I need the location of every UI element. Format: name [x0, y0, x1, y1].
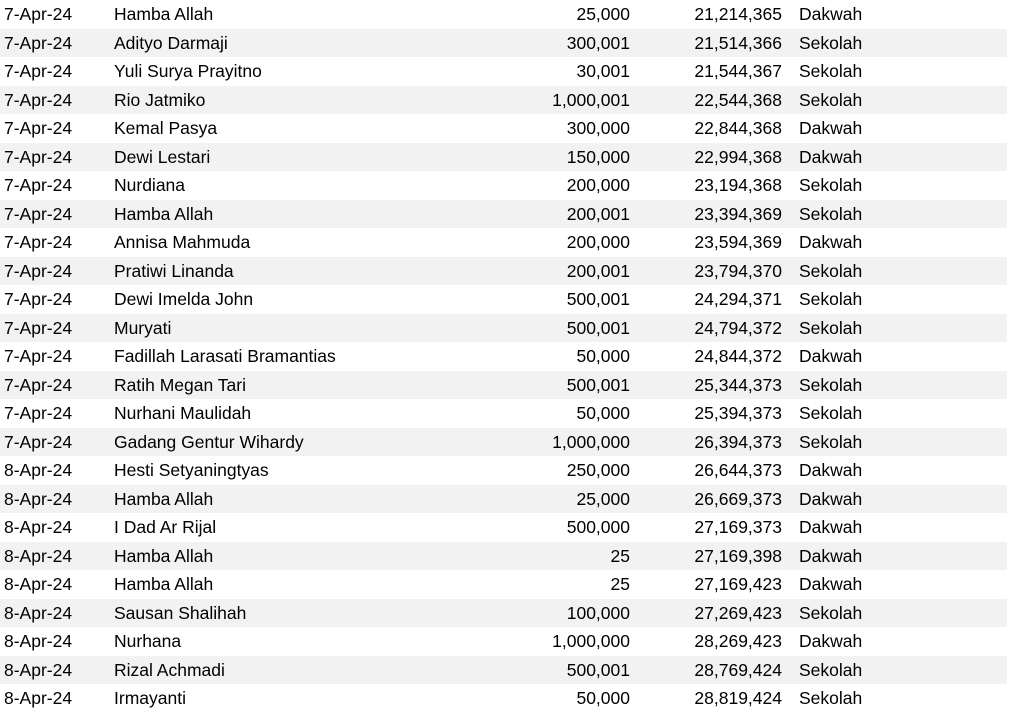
running-total-cell: 27,169,373 [694, 517, 782, 537]
date-cell: 8-Apr-24 [4, 545, 73, 566]
date-cell: 7-Apr-24 [4, 317, 73, 338]
date-cell: 8-Apr-24 [4, 688, 73, 708]
date-cell: 7-Apr-24 [4, 32, 73, 53]
amount-cell: 25,000 [576, 488, 630, 509]
running-total-cell: 25,344,373 [694, 374, 782, 395]
running-total-cell: 28,769,424 [694, 659, 782, 680]
running-total-cell: 28,819,424 [694, 688, 782, 708]
table-row [0, 114, 1007, 143]
category-cell: Dakwah [799, 232, 863, 252]
category-cell: Sekolah [799, 260, 863, 281]
running-total-cell: 28,269,423 [694, 631, 782, 651]
category-cell: Dakwah [799, 631, 863, 651]
donor-name-cell: Ratih Megan Tari [114, 374, 246, 395]
table-row [0, 257, 1007, 286]
table-row [0, 656, 1007, 685]
running-total-cell: 23,594,369 [694, 232, 782, 252]
table-row [0, 542, 1007, 571]
amount-cell: 200,000 [566, 232, 630, 252]
amount-cell: 30,001 [576, 61, 630, 81]
category-cell: Sekolah [799, 289, 863, 309]
amount-cell: 1,000,000 [552, 631, 630, 651]
date-cell: 7-Apr-24 [4, 346, 73, 366]
category-cell: Sekolah [799, 203, 863, 224]
table-row [0, 428, 1007, 457]
running-total-cell: 25,394,373 [694, 403, 782, 423]
donor-name-cell: Kemal Pasya [114, 118, 218, 138]
category-cell: Dakwah [799, 346, 863, 366]
donor-name-cell: Nurdiana [114, 175, 186, 195]
date-cell: 7-Apr-24 [4, 232, 73, 252]
table-row [0, 627, 1007, 656]
table-row [0, 456, 1007, 485]
table-row [0, 171, 1007, 200]
table-row [0, 0, 1007, 29]
amount-cell: 300,000 [566, 118, 630, 138]
amount-cell: 1,000,001 [552, 89, 630, 110]
donor-name-cell: Hamba Allah [114, 574, 214, 594]
amount-cell: 100,000 [566, 602, 630, 623]
date-cell: 7-Apr-24 [4, 289, 73, 309]
category-cell: Sekolah [799, 431, 863, 452]
amount-cell: 50,000 [576, 688, 630, 708]
table-row [0, 86, 1007, 115]
running-total-cell: 24,794,372 [694, 317, 782, 338]
category-cell: Sekolah [799, 89, 863, 110]
donor-name-cell: Hamba Allah [114, 545, 214, 566]
running-total-cell: 27,169,398 [694, 545, 782, 566]
donor-name-cell: Yuli Surya Prayitno [114, 61, 262, 81]
category-cell: Dakwah [799, 4, 863, 24]
date-cell: 8-Apr-24 [4, 602, 73, 623]
running-total-cell: 24,844,372 [694, 346, 782, 366]
amount-cell: 300,001 [566, 32, 630, 53]
amount-cell: 500,000 [566, 517, 630, 537]
table-row [0, 485, 1007, 514]
category-cell: Sekolah [799, 659, 863, 680]
category-cell: Dakwah [799, 545, 863, 566]
running-total-cell: 21,544,367 [694, 61, 782, 81]
date-cell: 7-Apr-24 [4, 203, 73, 224]
date-cell: 7-Apr-24 [4, 61, 73, 81]
running-total-cell: 23,394,369 [694, 203, 782, 224]
table-row [0, 513, 1007, 542]
category-cell: Sekolah [799, 175, 863, 195]
date-cell: 7-Apr-24 [4, 260, 73, 281]
running-total-cell: 23,194,368 [694, 175, 782, 195]
date-cell: 8-Apr-24 [4, 574, 73, 594]
category-cell: Dakwah [799, 574, 863, 594]
date-cell: 7-Apr-24 [4, 431, 73, 452]
running-total-cell: 26,669,373 [694, 488, 782, 509]
table-row [0, 399, 1007, 428]
running-total-cell: 23,794,370 [694, 260, 782, 281]
running-total-cell: 24,294,371 [694, 289, 782, 309]
donor-name-cell: I Dad Ar Rijal [114, 517, 217, 537]
donor-name-cell: Dewi Lestari [114, 146, 211, 167]
running-total-cell: 22,994,368 [694, 146, 782, 167]
table-row [0, 314, 1007, 343]
table-row [0, 371, 1007, 400]
table-row [0, 570, 1007, 599]
date-cell: 7-Apr-24 [4, 374, 73, 395]
category-cell: Dakwah [799, 146, 863, 167]
table-row [0, 143, 1007, 172]
date-cell: 7-Apr-24 [4, 4, 73, 24]
category-cell: Sekolah [799, 602, 863, 623]
category-cell: Sekolah [799, 688, 863, 708]
date-cell: 8-Apr-24 [4, 517, 73, 537]
date-cell: 8-Apr-24 [4, 460, 73, 480]
donor-name-cell: Pratiwi Linanda [114, 260, 234, 281]
table-row [0, 29, 1007, 58]
table-row [0, 684, 1007, 713]
amount-cell: 200,000 [566, 175, 630, 195]
donor-name-cell: Dewi Imelda John [114, 289, 254, 309]
donor-name-cell: Hamba Allah [114, 203, 214, 224]
donor-name-cell: Nurhana [114, 631, 182, 651]
date-cell: 7-Apr-24 [4, 175, 73, 195]
date-cell: 7-Apr-24 [4, 146, 73, 167]
donor-name-cell: Muryati [114, 317, 172, 338]
category-cell: Dakwah [799, 460, 863, 480]
date-cell: 8-Apr-24 [4, 659, 73, 680]
date-cell: 7-Apr-24 [4, 89, 73, 110]
table-row [0, 599, 1007, 628]
amount-cell: 250,000 [566, 460, 630, 480]
donor-name-cell: Irmayanti [114, 688, 186, 708]
donor-name-cell: Hesti Setyaningtyas [114, 460, 269, 480]
category-cell: Dakwah [799, 118, 863, 138]
donor-name-cell: Hamba Allah [114, 4, 214, 24]
table-row [0, 342, 1007, 371]
date-cell: 8-Apr-24 [4, 488, 73, 509]
donor-name-cell: Gadang Gentur Wihardy [114, 431, 304, 452]
date-cell: 7-Apr-24 [4, 403, 73, 423]
category-cell: Sekolah [799, 374, 863, 395]
amount-cell: 150,000 [566, 146, 630, 167]
running-total-cell: 27,169,423 [694, 574, 782, 594]
amount-cell: 25 [610, 545, 630, 566]
donor-name-cell: Hamba Allah [114, 488, 214, 509]
amount-cell: 50,000 [576, 403, 630, 423]
category-cell: Sekolah [799, 32, 863, 53]
amount-cell: 50,000 [576, 346, 630, 366]
running-total-cell: 21,214,365 [694, 4, 782, 24]
table-row [0, 228, 1007, 257]
donor-name-cell: Nurhani Maulidah [114, 403, 252, 423]
amount-cell: 200,001 [566, 203, 630, 224]
amount-cell: 1,000,000 [552, 431, 630, 452]
amount-cell: 200,001 [566, 260, 630, 281]
amount-cell: 500,001 [566, 374, 630, 395]
running-total-cell: 27,269,423 [694, 602, 782, 623]
donor-name-cell: Fadillah Larasati Bramantias [114, 346, 336, 366]
date-cell: 8-Apr-24 [4, 631, 73, 651]
amount-cell: 500,001 [566, 659, 630, 680]
category-cell: Sekolah [799, 61, 863, 81]
amount-cell: 25 [610, 574, 630, 594]
category-cell: Sekolah [799, 403, 863, 423]
donor-name-cell: Rizal Achmadi [114, 659, 225, 680]
donor-name-cell: Rio Jatmiko [114, 89, 206, 110]
donor-name-cell: Adityo Darmaji [114, 32, 228, 53]
amount-cell: 500,001 [566, 289, 630, 309]
running-total-cell: 21,514,366 [694, 32, 782, 53]
amount-cell: 500,001 [566, 317, 630, 338]
running-total-cell: 22,544,368 [694, 89, 782, 110]
donor-name-cell: Sausan Shalihah [114, 602, 247, 623]
running-total-cell: 26,644,373 [694, 460, 782, 480]
running-total-cell: 22,844,368 [694, 118, 782, 138]
amount-cell: 25,000 [576, 4, 630, 24]
category-cell: Dakwah [799, 517, 863, 537]
category-cell: Sekolah [799, 317, 863, 338]
donor-name-cell: Annisa Mahmuda [114, 232, 251, 252]
table-row [0, 57, 1007, 86]
table-row [0, 200, 1007, 229]
date-cell: 7-Apr-24 [4, 118, 73, 138]
running-total-cell: 26,394,373 [694, 431, 782, 452]
table-row [0, 285, 1007, 314]
category-cell: Dakwah [799, 488, 863, 509]
